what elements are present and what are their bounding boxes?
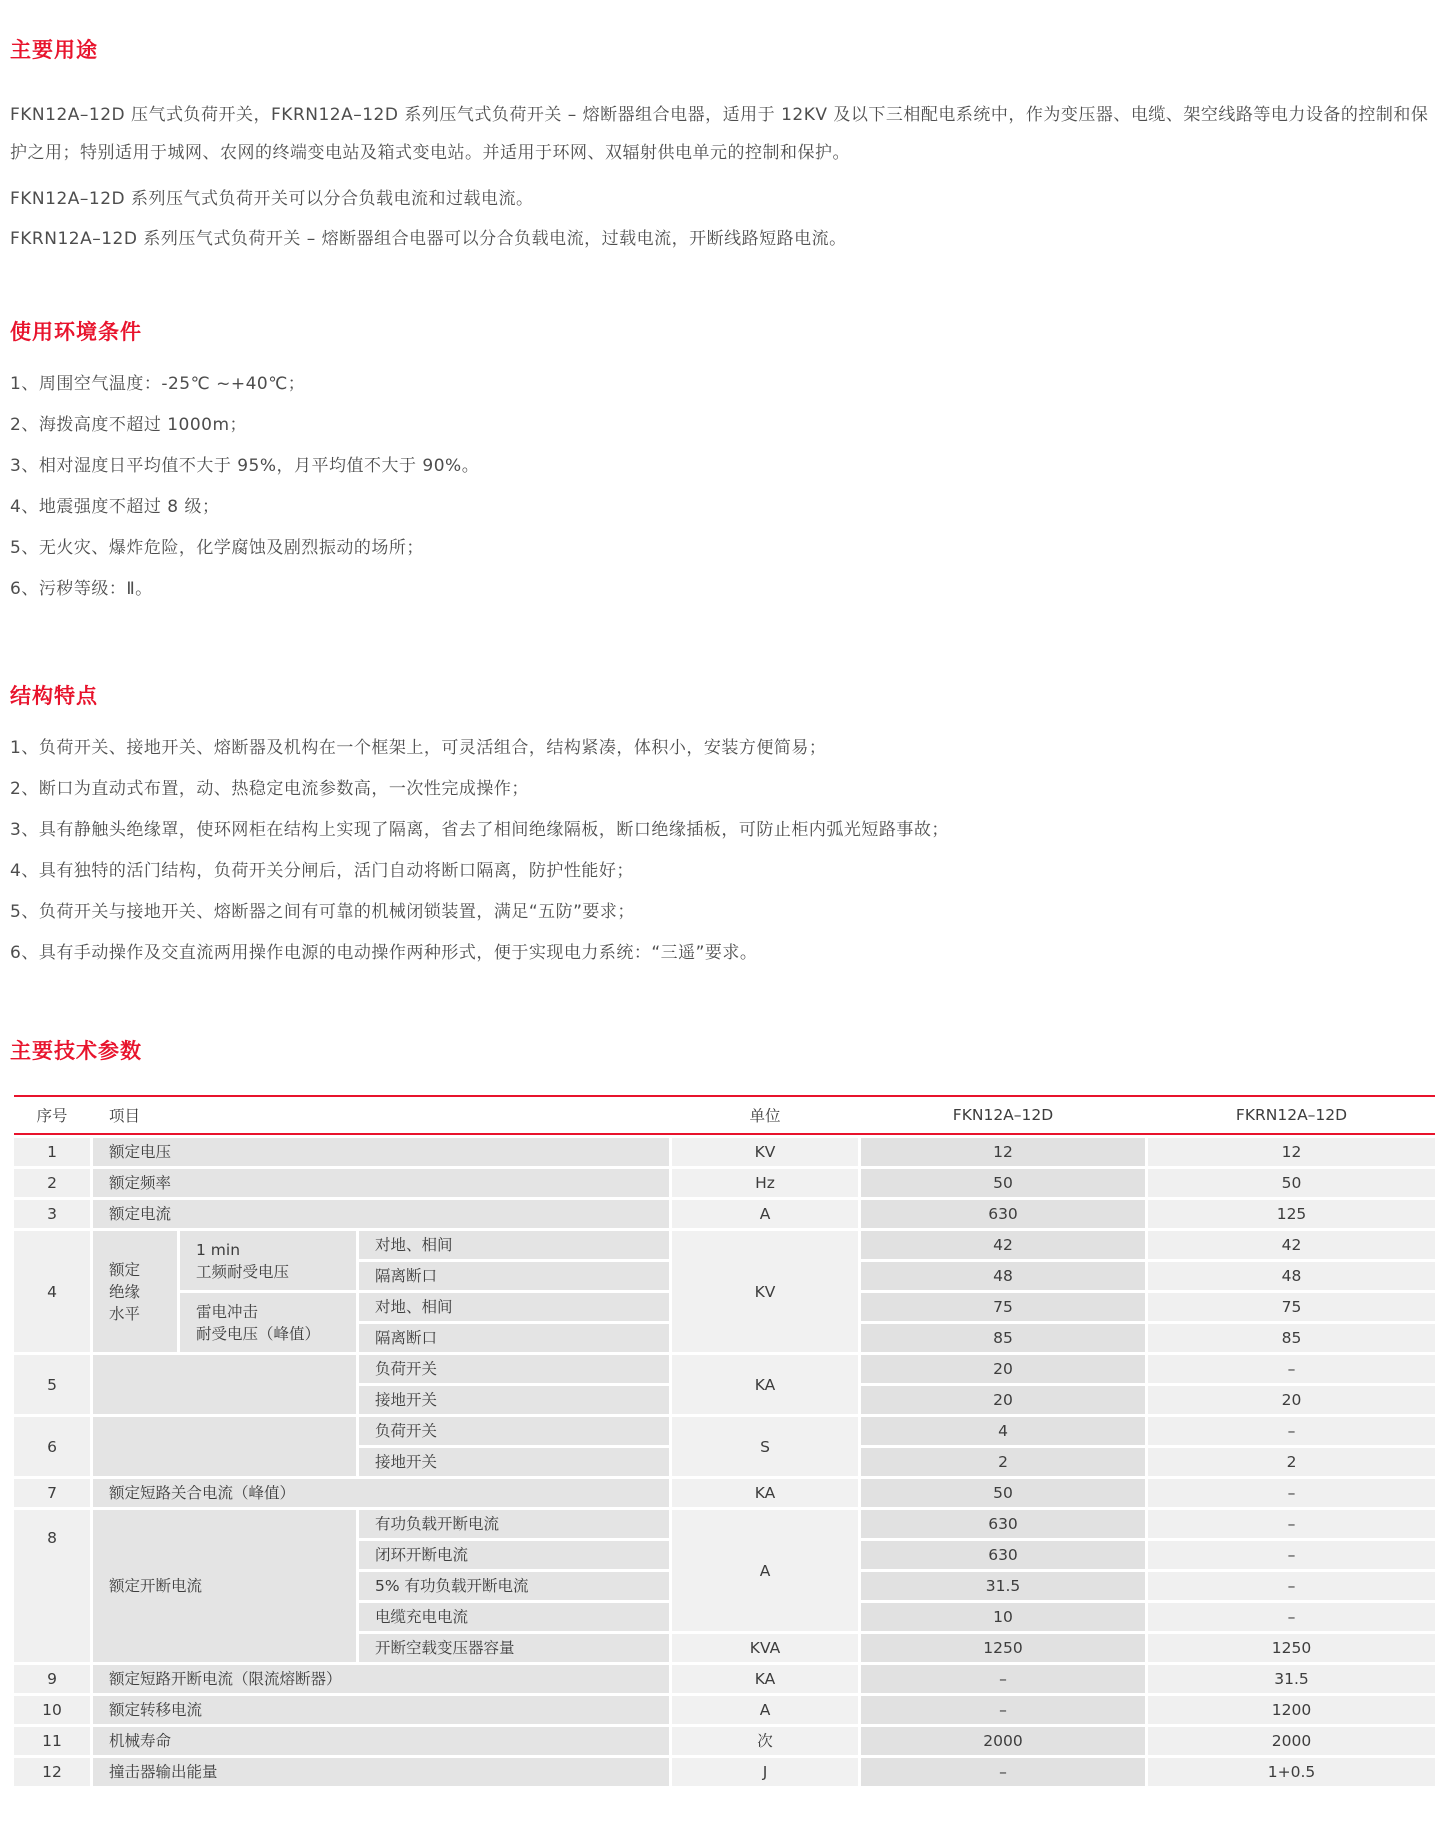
- environment-item: 2、海拨高度不超过 1000m；: [10, 415, 248, 435]
- r3-unit: A: [672, 1200, 858, 1228]
- header-fkrn: FKRN12A–12D: [1235, 1106, 1348, 1124]
- r4d-label: 隔离断口: [359, 1324, 669, 1352]
- environment-item: 4、地震强度不超过 8 级；: [10, 497, 220, 517]
- r9-item: 额定短路开断电流（限流熔断器）: [93, 1665, 669, 1693]
- r10-no: 10: [14, 1696, 90, 1724]
- r8a-label: 有功负载开断电流: [359, 1510, 669, 1538]
- r6a-fkn: 4: [861, 1417, 1145, 1445]
- r5a-label: 负荷开关: [359, 1355, 669, 1383]
- r4-sub1-line1: 1 min: [196, 1240, 241, 1259]
- r11-fkrn: 2000: [1148, 1727, 1435, 1755]
- r8e-label: 开断空载变压器容量: [359, 1634, 669, 1662]
- r2-fkrn: 50: [1148, 1169, 1435, 1197]
- header-no: 序号: [36, 1107, 68, 1125]
- r6b-fkrn: 2: [1148, 1448, 1435, 1476]
- usage-paragraph-1: FKN12A–12D 压气式负荷开关，FKRN12A–12D 系列压气式负荷开关 – 熔断器组合电器，适用于 12KV 及以下三相配电系统中，作为变压器、电缆、架空线路等电力设备的控制和保护之用；特别适用于城网、农网的终端变电站及箱式变电站。并适用于环网、双辐射供电单元的控制和保护。: [10, 105, 1429, 163]
- r12-unit: J: [672, 1758, 858, 1786]
- r1-fkn: 12: [861, 1138, 1145, 1166]
- parameters-table-body: [14, 1138, 1435, 1786]
- environment-item: 1、周围空气温度：-25℃ ~+40℃；: [10, 374, 306, 394]
- r8a-fkrn: –: [1148, 1510, 1435, 1538]
- r8c-fkn: 31.5: [861, 1572, 1145, 1600]
- r5a-fkrn: –: [1148, 1355, 1435, 1383]
- r8a-fkn: 630: [861, 1510, 1145, 1538]
- r7-unit: KA: [672, 1479, 858, 1507]
- r10-fkrn: 1200: [1148, 1696, 1435, 1724]
- r6-no: 6: [14, 1417, 90, 1476]
- r4b-fkrn: 48: [1148, 1262, 1435, 1290]
- structure-item: 6、具有手动操作及交直流两用操作电源的电动操作两种形式，便于实现电力系统：“三遥”要求。: [10, 943, 758, 963]
- r8c-label: 5% 有功负载开断电流: [359, 1572, 669, 1600]
- environment-item: 5、无火灾、爆炸危险，化学腐蚀及剧烈振动的场所；: [10, 538, 424, 558]
- r5-group-empty: [93, 1355, 356, 1414]
- r8b-fkrn: –: [1148, 1541, 1435, 1569]
- environment-item: 3、相对湿度日平均值不大于 95%，月平均值不大于 90%。: [10, 456, 480, 476]
- r11-fkn: 2000: [861, 1727, 1145, 1755]
- environment-item: 6、污秽等级：Ⅱ。: [10, 579, 153, 599]
- r8-unit-main: A: [672, 1510, 858, 1631]
- r5-no: 5: [14, 1355, 90, 1414]
- r9-fkn: –: [861, 1665, 1145, 1693]
- structure-item: 2、断口为直动式布置，动、热稳定电流参数高，一次性完成操作；: [10, 779, 529, 799]
- r4c-fkn: 75: [861, 1293, 1145, 1321]
- section-title-usage: 主要用途: [10, 38, 98, 62]
- r8d-fkrn: –: [1148, 1603, 1435, 1631]
- r9-fkrn: 31.5: [1148, 1665, 1435, 1693]
- r2-item: 额定频率: [93, 1169, 669, 1197]
- r10-fkn: –: [861, 1696, 1145, 1724]
- r8b-label: 闭环开断电流: [359, 1541, 669, 1569]
- r4a-fkn: 42: [861, 1231, 1145, 1259]
- section-title-structure: 结构特点: [10, 684, 98, 708]
- r6b-label: 接地开关: [359, 1448, 669, 1476]
- r4-sub2-line1: 雷电冲击: [196, 1302, 259, 1321]
- usage-paragraph-2: FKN12A–12D 系列压气式负荷开关可以分合负载电流和过载电流。: [10, 189, 534, 209]
- r10-unit: A: [672, 1696, 858, 1724]
- environment-list: [10, 372, 1434, 601]
- r6a-fkrn: –: [1148, 1417, 1435, 1445]
- r4-group: 额定绝缘水平: [93, 1231, 177, 1352]
- r5b-fkrn: 20: [1148, 1386, 1435, 1414]
- r8-unit-kva: KVA: [672, 1634, 858, 1662]
- r11-unit: 次: [672, 1727, 858, 1755]
- r8e-fkn: 1250: [861, 1634, 1145, 1662]
- r4b-label: 隔离断口: [359, 1262, 669, 1290]
- r5-unit: KA: [672, 1355, 858, 1414]
- header-item: 项目: [109, 1107, 141, 1125]
- r1-no: 1: [14, 1138, 90, 1166]
- r10-item: 额定转移电流: [93, 1696, 669, 1724]
- r8b-fkn: 630: [861, 1541, 1145, 1569]
- r4d-fkn: 85: [861, 1324, 1145, 1352]
- structure-item: 5、负荷开关与接地开关、熔断器之间有可靠的机械闭锁装置，满足“五防”要求；: [10, 902, 635, 922]
- usage-paragraph-3: FKRN12A–12D 系列压气式负荷开关 – 熔断器组合电器可以分合负载电流，过载电流，开断线路短路电流。: [10, 229, 847, 249]
- r7-fkn: 50: [861, 1479, 1145, 1507]
- r4c-label: 对地、相间: [359, 1293, 669, 1321]
- parameters-table: [14, 1095, 1435, 1786]
- r4-sub2-line2: 耐受电压（峰值）: [196, 1324, 321, 1343]
- r3-fkrn: 125: [1148, 1200, 1435, 1228]
- r11-no: 11: [14, 1727, 90, 1755]
- structure-item: 3、具有静触头绝缘罩，使环网柜在结构上实现了隔离，省去了相间绝缘隔板，断口绝缘插板，可防止柜内弧光短路事故；: [10, 820, 949, 840]
- r6-unit: S: [672, 1417, 858, 1476]
- structure-item: 4、具有独特的活门结构，负荷开关分闸后，活门自动将断口隔离，防护性能好；: [10, 861, 634, 881]
- section-title-parameters: 主要技术参数: [10, 1039, 142, 1063]
- r4b-fkn: 48: [861, 1262, 1145, 1290]
- r12-fkn: –: [861, 1758, 1145, 1786]
- r7-no: 7: [14, 1479, 90, 1507]
- r6b-fkn: 2: [861, 1448, 1145, 1476]
- r4-sub1-line2: 工频耐受电压: [196, 1262, 290, 1281]
- r1-fkrn: 12: [1148, 1138, 1435, 1166]
- r6a-label: 负荷开关: [359, 1417, 669, 1445]
- r8c-fkrn: –: [1148, 1572, 1435, 1600]
- structure-item: 1、负荷开关、接地开关、熔断器及机构在一个框架上，可灵活组合，结构紧凑，体积小，安装方便简易；: [10, 738, 827, 758]
- r12-no: 12: [14, 1758, 90, 1786]
- r1-unit: KV: [672, 1138, 858, 1166]
- r6-group-empty: [93, 1417, 356, 1476]
- r3-item: 额定电流: [93, 1200, 669, 1228]
- header-fkn: FKN12A–12D: [952, 1106, 1054, 1124]
- r2-no: 2: [14, 1169, 90, 1197]
- parameters-table-header: [14, 1095, 1435, 1135]
- r4d-fkrn: 85: [1148, 1324, 1435, 1352]
- r4a-label: 对地、相间: [359, 1231, 669, 1259]
- r5a-fkn: 20: [861, 1355, 1145, 1383]
- header-unit: 单位: [749, 1107, 781, 1125]
- r5b-label: 接地开关: [359, 1386, 669, 1414]
- r9-unit: KA: [672, 1665, 858, 1693]
- r3-fkn: 630: [861, 1200, 1145, 1228]
- r4-no: 4: [14, 1231, 90, 1352]
- section-title-environment: 使用环境条件: [10, 320, 142, 344]
- r4-unit: KV: [672, 1231, 858, 1352]
- r7-item: 额定短路关合电流（峰值）: [93, 1479, 669, 1507]
- r1-item: 额定电压: [93, 1138, 669, 1166]
- r9-no: 9: [14, 1665, 90, 1693]
- r11-item: 机械寿命: [93, 1727, 669, 1755]
- r12-fkrn: 1+0.5: [1148, 1758, 1435, 1786]
- r7-fkrn: –: [1148, 1479, 1435, 1507]
- r12-item: 撞击器输出能量: [93, 1758, 669, 1786]
- r4a-fkrn: 42: [1148, 1231, 1435, 1259]
- r2-unit: Hz: [672, 1169, 858, 1197]
- r8-group: 额定开断电流: [93, 1510, 356, 1662]
- structure-list: [10, 736, 1434, 965]
- r3-no: 3: [14, 1200, 90, 1228]
- r4-sub1: [180, 1231, 356, 1290]
- r4-sub2: [180, 1293, 356, 1352]
- r8d-label: 电缆充电电流: [359, 1603, 669, 1631]
- r5b-fkn: 20: [861, 1386, 1145, 1414]
- r8-no: 8: [14, 1510, 90, 1662]
- r8e-fkrn: 1250: [1148, 1634, 1435, 1662]
- r2-fkn: 50: [861, 1169, 1145, 1197]
- r4c-fkrn: 75: [1148, 1293, 1435, 1321]
- r8d-fkn: 10: [861, 1603, 1145, 1631]
